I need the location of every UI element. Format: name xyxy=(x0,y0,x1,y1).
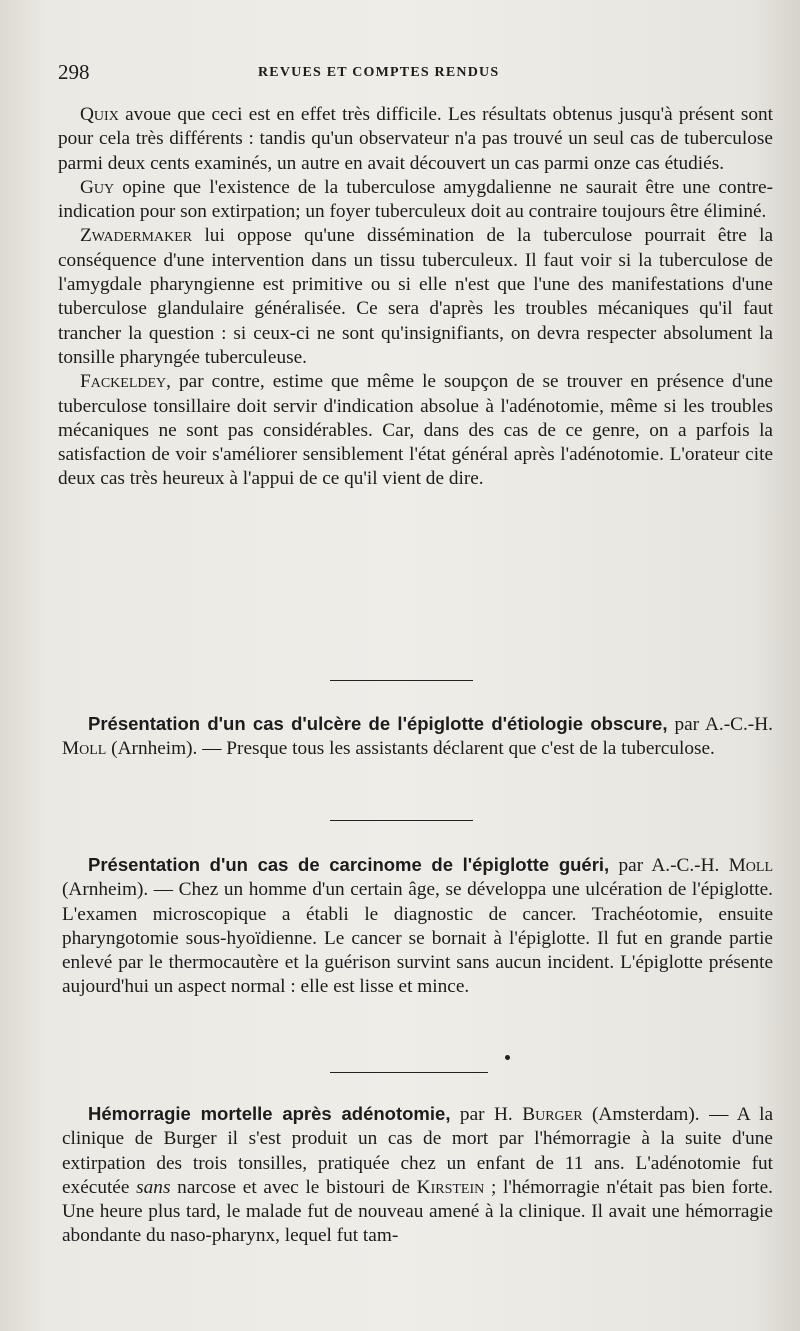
speaker-name: Fackeldey xyxy=(80,371,167,393)
section-divider xyxy=(330,1072,488,1073)
article-paragraph xyxy=(62,853,773,1000)
paragraph-text: opine que l'existence de la tuberculose amygdalienne ne saurait être une contre-indication pour son extirpation; un foyer tuberculeux doit au contraire toujours être éliminé. xyxy=(58,176,773,223)
page-number: 298 xyxy=(58,60,90,84)
paragraph-quix xyxy=(58,103,773,176)
article-text: (Arnheim). — Chez un homme d'un certain âge, se développa une ulcération de l'épiglotte. L'examen microscopique a établi le diagnostic de cancer. Trachéotomie, ensuite pharyngotomie sous-hyoïdienne. Le cancer se bornait à l'épiglotte. Il fut en grande partie enlevé par le thermocautère et la guérison survint sans aucun incident. L'épiglotte présente aujourd'hui un aspect normal : elle est lisse et mince. xyxy=(62,879,773,998)
section-divider xyxy=(330,680,473,681)
article-text: par A.-C.-H. xyxy=(667,714,773,735)
author-name: Moll xyxy=(728,855,773,876)
paragraph-text: avoue que ceci est en effet très difficile. Les résultats obtenus jusqu'à présent sont pour cela très différents : tandis qu'un observateur n'a pas trouvé un seul cas de tuberculose parmi deux cents examinés, un autre en avait découvert un cas parmi onze cas étudiés. xyxy=(58,104,773,174)
article-carcinome-epiglotte xyxy=(62,853,773,1000)
article-text: par H. xyxy=(450,1104,523,1125)
article-paragraph xyxy=(62,1102,773,1249)
paragraph-guy xyxy=(58,176,773,225)
author-name: Moll xyxy=(62,738,107,760)
paragraph-zwadermaker xyxy=(58,224,773,370)
ink-dot xyxy=(505,1055,510,1060)
article-title: Présentation d'un cas de carcinome de l'épiglotte guéri, xyxy=(88,854,610,875)
article-text: par A.-C.-H. xyxy=(609,855,729,876)
article-text: (Amsterdam). — A la clinique de Burger il s'est produit un cas de mort par l'hémorragie à la suite d'une extirpation des trois tonsilles, pratiquée chez un enfant de 11 ans. L'adénotomie fut exécutée xyxy=(62,1104,774,1198)
article-text: (Arnheim). — Presque tous les assistants déclarent que c'est de la tuberculose. xyxy=(106,738,715,760)
article-hemorragie xyxy=(62,1102,773,1249)
speaker-name: Quix xyxy=(80,104,119,125)
section-divider xyxy=(330,820,473,821)
article-text: narcose et avec le bistouri de xyxy=(170,1176,417,1198)
article-paragraph xyxy=(62,712,773,762)
emphasis-text: sans xyxy=(136,1176,171,1198)
page-header xyxy=(58,60,764,90)
author-name: Kirstein xyxy=(416,1176,485,1198)
paragraph-text: , par contre, estime que même le soupçon de se trouver en présence d'une tuberculose tonsillaire doit servir d'indication absolue à l'adénotomie, même si les troubles mécaniques ne sont pas considérables. Car, dans des cas de ce genre, on a parfois la satisfaction de voir s'améliorer sensiblement l'état général après l'adénotomie. L'orateur cite deux cas très heureux à l'appui de ce qu'il vient de dire. xyxy=(58,371,773,490)
speaker-name: Zwadermaker xyxy=(80,225,193,247)
speaker-name: Guy xyxy=(80,176,115,198)
article-text: ; l'hémorragie n'était pas bien forte. Une heure plus tard, le malade fut de nouveau amené à la clinique. Il avait une hémorragie abondante du naso-pharynx, lequel fut tam- xyxy=(62,1176,773,1247)
article-ulcere-epiglotte xyxy=(62,712,773,762)
running-head: REVUES ET COMPTES RENDUS xyxy=(258,65,500,80)
discussion-section xyxy=(58,103,773,492)
paragraph-text: lui oppose qu'une dissémination de la tuberculose pourrait être la conséquence d'une intervention dans un tissu tuberculeux. Il faut voir si la tuberculose de l'amygdale pharyngienne est primitive ou si elle n'est que l'une des manifestations d'une tuberculose glandulaire généralisée. Ce sera d'après les troubles mécaniques qu'il faut trancher la question : si ceux-ci ne sont qu'insignifiants, on devra respecter absolument la tonsille pharyngée tuberculeuse. xyxy=(58,225,773,368)
article-title: Hémorragie mortelle après adénotomie, xyxy=(88,1103,451,1124)
author-name: Burger xyxy=(522,1104,583,1125)
paragraph-fackeldey xyxy=(58,370,773,491)
article-title: Présentation d'un cas d'ulcère de l'épiglotte d'étiologie obscure, xyxy=(88,713,668,734)
